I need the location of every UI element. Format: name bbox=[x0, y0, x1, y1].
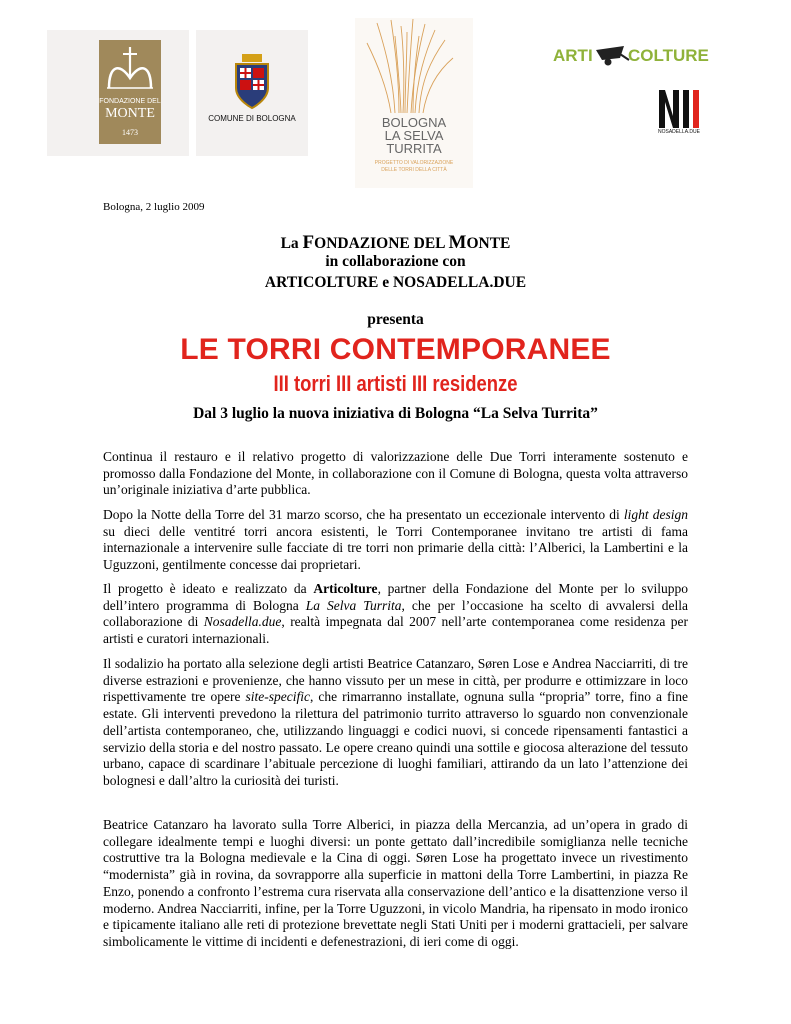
subheading: Dal 3 luglio la nuova iniziativa di Bologna “La Selva Turrita” bbox=[193, 405, 598, 422]
towers-grass-icon bbox=[355, 18, 473, 113]
header-f-cap: F bbox=[302, 232, 315, 253]
p2-italic-light-design: light design bbox=[623, 507, 688, 522]
p4-text-a: Il sodalizio ha portato alla selezione degli artisti Beatrice Catanzaro, Søren Lose e Andrea Nacciarriti, di tre diverse estrazioni e provenienze, che hanno vissuto per un mese in città, per produrre e ottimizzare in loco rispettivamente tre opere bbox=[103, 656, 688, 705]
p3-text-a: Il progetto è ideato e realizzato da bbox=[103, 581, 314, 596]
p3-bold-articolture: Articolture bbox=[313, 581, 378, 596]
selva-logo-line3: TURRITA bbox=[386, 141, 442, 156]
header-line-2: in collaborazione con bbox=[325, 253, 466, 270]
p3-text-e: , che per l’occasione ha scelto di avvalersi della collaborazione di bbox=[103, 597, 689, 630]
comune-logo-label: COMUNE DI BOLOGNA bbox=[208, 114, 296, 123]
p4-text-c: , che rimarranno installate, ognuna sulla “propria” torre, fino a fine estate. Gli interventi prevedono la rilettura del patrimonio turrito attraverso lo sguardo non convenzionale dell’artista contemporaneo, che, utilizzando linguaggi e codici nuovi, si concede ripensamenti fantastici a servizio della storia e del nostro passato. Le opere creano quindi una sottile e giocosa alterazione del tessuto urbano, capace di scardinare l’abituale percezione di luoghi familiari, attirando da un lato l’attenzione dei bolognesi e dall’altro la curiosità dei turisti. bbox=[103, 689, 688, 788]
header-la: La bbox=[280, 235, 303, 252]
comune-di-bologna-logo bbox=[196, 30, 308, 156]
header-m-cap: M bbox=[448, 232, 467, 253]
fondazione-del-monte-logo bbox=[47, 30, 189, 156]
header-m-rest: ONTE bbox=[466, 235, 511, 252]
nosadella-logo-label: NOSADELLA.DUE bbox=[658, 129, 700, 135]
paragraph-5: Beatrice Catanzaro ha lavorato sulla Torre Alberici, in piazza della Mercanzia, ad un’opera in grado di collegare idealmente tempi e luoghi diversi: un ponte gettato dall’incredibile somiglianza nelle tecniche costruttive tra la Bologna medievale e la Cina di oggi. Søren Lose ha progettato invece un rivestimento “modernista” già in rovina, da sovrapporre alla superficie in mattoni della Torre Lambertini, in piazza Re Enzo, ponendo a confronto l’estrema cura riservata alla conservazione dell’antico e la disattenzione verso il moderno. Andrea Nacciarriti, infine, per la Torre Uguzzoni, in vicolo Mandria, ha ripensato in modo ironico e tipicamente italiano alle reti di protezione brevettate negli Stati Uniti per i moderni grattacieli, per salvare simbolicamente le vittime di incidenti e defenestrazioni, di ieri come di oggi. bbox=[103, 817, 688, 949]
coat-of-arms-icon bbox=[232, 54, 272, 110]
fondazione-logo-year: 1473 bbox=[122, 128, 138, 137]
selva-logo-tagline bbox=[355, 160, 473, 174]
fondazione-logo-line1: FONDAZIONE DEL bbox=[99, 98, 161, 105]
p3-text-g: , realtà impegnata dal 2007 nell’arte contemporanea come residenza per artisti e curatori internazionali. bbox=[103, 614, 688, 647]
p4-italic-site-specific: site-specific bbox=[245, 689, 310, 705]
cross-emblem-icon bbox=[99, 44, 161, 94]
press-release-date: Bologna, 2 luglio 2009 bbox=[103, 201, 205, 213]
selva-logo-tag2: DELLE TORRI DELLA CITTÀ bbox=[381, 167, 447, 173]
p2-text-a: Dopo la Notte della Torre del 31 marzo scorso, che ha presentato un eccezionale intervento di bbox=[103, 507, 624, 522]
main-title: LE TORRI CONTEMPORANEE bbox=[180, 333, 611, 366]
paragraph-1: Continua il restauro e il relativo progetto di valorizzazione delle Due Torri interamente sostenuto e promosso dalla Fondazione del Monte, in collaborazione con il Comune di Bologna, questa volta attraverso un’originale iniziativa d’arte pubblica. bbox=[103, 449, 688, 498]
paragraph-4 bbox=[103, 656, 688, 790]
nosadella-due-logo bbox=[657, 88, 701, 138]
selva-logo-title bbox=[355, 116, 473, 155]
articolture-logo-part1: ARTI bbox=[553, 46, 593, 65]
p3-italic-selva: La Selva Turrita bbox=[305, 597, 402, 613]
p3-text-c: , partner della Fondazione del Monte per lo sviluppo dell’intero programma di Bologna bbox=[103, 581, 688, 613]
articolture-logo bbox=[550, 40, 715, 72]
paragraph-2 bbox=[103, 507, 688, 574]
header-presenta: presenta bbox=[367, 311, 424, 328]
la-selva-turrita-logo bbox=[355, 18, 473, 188]
p2-text-c: su dieci delle ventitré torri ancora esistenti, le Torri Contemporanee invitano tre artisti di fama internazionale a intervenire sulle facciate di tre torri non primarie della città: l’Alberici, la Lambertini e la Uguzzoni, gentilmente concesse dai proprietari. bbox=[103, 523, 688, 573]
paragraph-3 bbox=[103, 581, 688, 648]
selva-logo-tag1: PROGETTO DI VALORIZZAZIONE bbox=[374, 160, 454, 166]
fondazione-logo-line2: MONTE bbox=[105, 106, 155, 121]
selva-logo-line2: LA SELVA bbox=[384, 128, 444, 143]
articolture-logo-part2: COLTURE bbox=[628, 46, 709, 65]
fondazione-logo-panel bbox=[99, 40, 161, 144]
selva-logo-line1: BOLOGNA bbox=[381, 115, 447, 130]
header-line-3: ARTICOLTURE e NOSADELLA.DUE bbox=[264, 274, 527, 291]
subtitle: III torri III artisti III residenze bbox=[273, 371, 518, 396]
p3-italic-nosadella: Nosadella.due bbox=[203, 614, 282, 630]
wheelbarrow-icon bbox=[594, 42, 630, 66]
header-f-rest: ONDAZIONE DEL bbox=[314, 235, 449, 252]
header-line-1 bbox=[0, 232, 791, 254]
nosadella-mark-icon bbox=[657, 88, 701, 128]
